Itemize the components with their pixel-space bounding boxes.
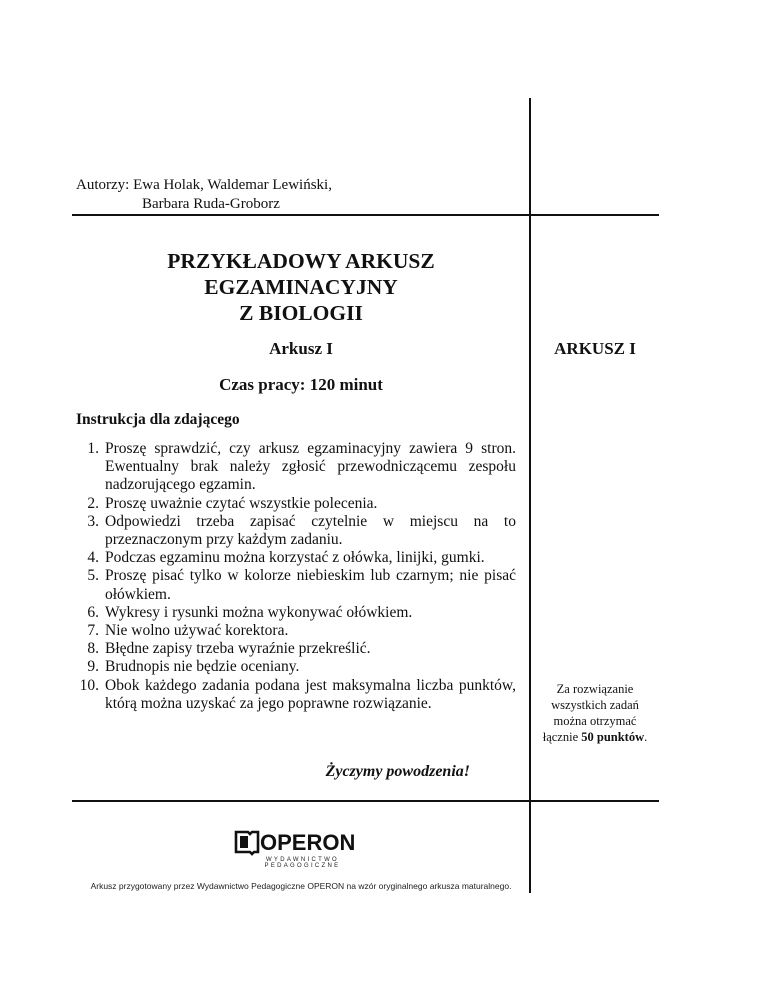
list-item <box>76 549 516 567</box>
title-line-2: EGZAMINACYJNY <box>204 275 398 299</box>
note-suffix: . <box>644 730 648 744</box>
item-text: Proszę sprawdzić, czy arkusz egzaminacyjny zawiera 9 stron. Ewentualny brak należy zgłosić przewodniczącemu zespołu nadzorującego egzamin. <box>105 440 516 494</box>
operon-logo <box>230 828 375 856</box>
item-number: 10. <box>79 676 99 694</box>
title-line-1: PRZYKŁADOWY ARKUSZ <box>167 249 435 273</box>
item-number: 6. <box>87 603 99 621</box>
item-text: Błędne zapisy trzeba wyraźnie przekreślić. <box>105 640 371 658</box>
authors-line-2: Barbara Ruda-Groborz <box>142 196 280 212</box>
side-sheet-title: ARKUSZ I <box>554 339 636 358</box>
item-number: 8. <box>87 640 99 658</box>
list-item <box>76 658 516 676</box>
footer-note: Arkusz przygotowany przez Wydawnictwo Pedagogiczne OPERON na wzór oryginalnego arkusza maturalnego. <box>90 881 512 891</box>
top-divider <box>72 214 659 216</box>
item-text: Odpowiedzi trzeba zapisać czytelnie w miejscu na to przeznaczonym przy każdym zadaniu. <box>105 512 516 549</box>
list-item <box>76 567 516 603</box>
item-text: Podczas egzaminu można korzystać z ołówka, linijki, gumki. <box>105 549 485 567</box>
item-text: Brudnopis nie będzie oceniany. <box>105 658 300 676</box>
item-text: Obok każdego zadania podana jest maksymalna liczba punktów, którą można uzyskać za jego poprawne rozwiązanie. <box>105 676 516 712</box>
list-item <box>76 622 516 640</box>
item-number: 7. <box>87 622 99 640</box>
note-prefix: łącznie <box>542 730 582 744</box>
instructions-list <box>76 440 516 713</box>
list-item <box>76 440 516 495</box>
list-item <box>76 677 516 713</box>
item-number: 9. <box>87 658 99 676</box>
item-number: 1. <box>87 440 99 457</box>
note-line-1: Za rozwiązanie <box>556 682 634 696</box>
item-number: 3. <box>87 512 99 530</box>
book-icon <box>230 828 375 856</box>
logo-subtitle: WYDAWNICTWO PEDAGOGICZNE <box>264 857 341 869</box>
list-item <box>76 604 516 622</box>
item-number: 4. <box>87 549 99 567</box>
sheet-label: Arkusz I <box>269 339 333 358</box>
item-number: 2. <box>87 494 99 512</box>
item-number: 5. <box>87 567 99 585</box>
time-label: Czas pracy: 120 minut <box>219 375 383 394</box>
item-text: Wykresy i rysunki można wykonywać ołówkiem. <box>105 603 413 621</box>
logo-name: OPERON <box>260 830 356 855</box>
note-line-4 <box>531 729 659 745</box>
note-line-2: wszystkich zadań <box>551 698 639 712</box>
instructions-title: Instrukcja dla zdającego <box>76 411 240 428</box>
title-line-3: Z BIOLOGII <box>239 301 363 325</box>
note-line-3: można otrzymać <box>553 714 637 728</box>
list-item <box>76 495 516 513</box>
page-title <box>72 248 530 326</box>
item-text: Proszę uważnie czytać wszystkie polecenia. <box>105 494 378 512</box>
item-text: Nie wolno używać korektora. <box>105 622 289 640</box>
list-item <box>76 640 516 658</box>
item-text: Proszę pisać tylko w kolorze niebieskim lub czarnym; nie pisać ołówkiem. <box>105 567 516 603</box>
list-item <box>76 513 516 549</box>
bottom-divider <box>72 800 659 802</box>
side-points-note <box>531 681 659 745</box>
authors-line-1: Autorzy: Ewa Holak, Waldemar Lewiński, <box>76 177 332 193</box>
wish-text <box>72 763 530 781</box>
wish-label: Życzymy powodzenia! <box>325 763 470 780</box>
authors <box>76 176 332 214</box>
note-points: 50 punktów <box>581 730 645 744</box>
